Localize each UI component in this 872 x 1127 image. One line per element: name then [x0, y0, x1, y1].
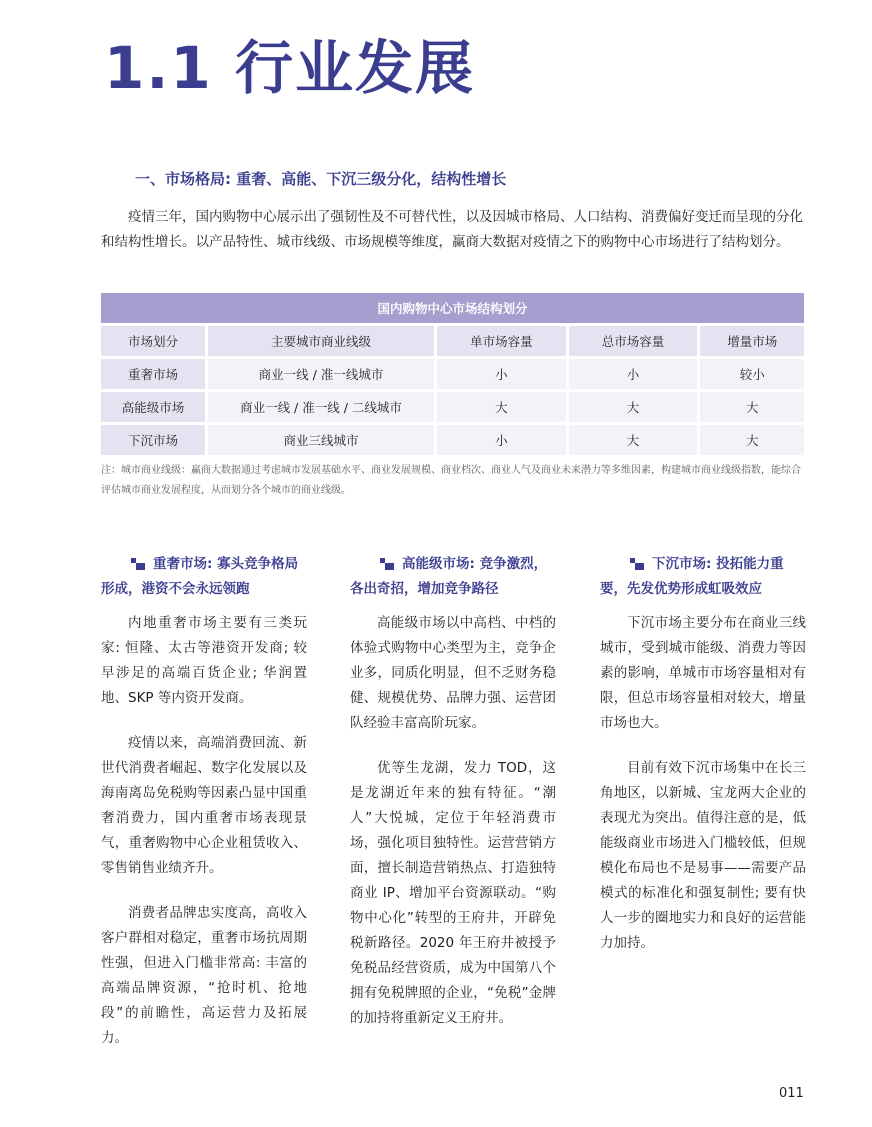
row-label: 下沉市场 — [101, 425, 205, 458]
row-label: 高能级市场 — [101, 392, 205, 425]
page-number: 011 — [779, 1086, 804, 1101]
table-note: 注：城市商业线级：赢商大数据通过考虑城市发展基础水平、商业发展规模、商业档次、商业人气及商业未来潜力等多维因素，构建城市商业线级指数，能综合评估城市商业发展程度，从而划分各个城市的商业线级。 — [101, 465, 801, 496]
column-paragraph: 内地重奢市场主要有三类玩家: 恒隆、太古等港资开发商; 较早涉足的高端百货企业; 华润置地、SKP 等内资开发商。 — [101, 615, 307, 706]
page-title: 1.1 行业发展 — [104, 34, 475, 102]
column-header: 单市场容量 — [434, 326, 566, 359]
column-luxury-market — [101, 552, 307, 1071]
table-cell: 大 — [566, 425, 698, 458]
column-header: 总市场容量 — [566, 326, 698, 359]
table-cell: 大 — [434, 392, 566, 425]
table-caption: 国内购物中心市场结构划分 — [101, 293, 804, 326]
column-paragraph: 下沉市场主要分布在商业三线城市，受到城市能级、消费力等因素的影响，单城市市场容量相对有限，但总市场容量相对较大，增量市场也大。 — [600, 615, 806, 731]
table-cell: 商业三线城市 — [205, 425, 434, 458]
table-row — [101, 392, 804, 425]
table-row — [101, 359, 804, 392]
table-cell: 大 — [566, 392, 698, 425]
table-cell: 商业一线 / 准一线城市 — [205, 359, 434, 392]
column-lower-tier-market — [600, 552, 806, 976]
column-paragraph: 目前有效下沉市场集中在长三角地区，以新城、宝龙两大企业的表现尤为突出。值得注意的是，低能级商业市场进入门槛较低，但规模化布局也不是易事——需要产品模式的标准化和强复制性; 要有快人一步的圈地实力和良好的运营能力加持。 — [600, 760, 806, 951]
row-label: 重奢市场 — [101, 359, 205, 392]
table-cell: 大 — [697, 392, 804, 425]
square-bullet-icon — [131, 558, 145, 570]
table-cell: 小 — [566, 359, 698, 392]
column-heading: 高能级市场: 竞争激烈，各出奇招，增加竞争路径 — [350, 556, 548, 597]
table-cell: 小 — [434, 359, 566, 392]
section-heading: 一、市场格局: 重奢、高能、下沉三级分化，结构性增长 — [135, 170, 507, 188]
table-cell: 小 — [434, 425, 566, 458]
column-header: 增量市场 — [697, 326, 804, 359]
table-cell: 较小 — [697, 359, 804, 392]
intro-paragraph: 疫情三年，国内购物中心展示出了强韧性及不可替代性，以及因城市格局、人口结构、消费偏好变迁而呈现的分化和结构性增长。以产品特性、城市线级、市场规模等维度，赢商大数据对疫情之下的购物中心市场进行了结构划分。 — [101, 209, 803, 250]
market-structure-table — [101, 293, 804, 458]
column-paragraph: 疫情以来，高端消费回流、新世代消费者崛起、数字化发展以及海南离岛免税购等因素凸显中国重奢消费力，国内重奢市场表现景气，重奢购物中心企业租赁收入、零售销售业绩齐升。 — [101, 735, 307, 876]
column-heading: 重奢市场: 寡头竞争格局形成，港资不会永远领跑 — [101, 556, 299, 597]
table-row — [101, 425, 804, 458]
column-paragraph: 高能级市场以中高档、中档的体验式购物中心类型为主，竞争企业多，同质化明显，但不乏财务稳健、规模优势、品牌力强、运营团队经验丰富高阶玩家。 — [350, 615, 556, 731]
column-header: 主要城市商业线级 — [205, 326, 434, 359]
column-high-tier-market — [350, 552, 556, 1051]
column-heading: 下沉市场: 投拓能力重要，先发优势形成虹吸效应 — [600, 556, 784, 597]
column-header: 市场划分 — [101, 326, 205, 359]
column-paragraph: 消费者品牌忠实度高，高收入客户群相对稳定，重奢市场抗周期性强，但进入门槛非常高: 丰富的高端品牌资源，“抢时机、抢地段”的前瞻性，高运营力及拓展力。 — [101, 905, 307, 1046]
table-cell: 大 — [697, 425, 804, 458]
square-bullet-icon — [630, 558, 644, 570]
column-paragraph: 优等生龙湖，发力 TOD，这是龙湖近年来的独有特征。“潮人”大悦城，定位于年轻消费市场，强化项目独特性。运营营销方面，擅长制造营销热点、打造独特商业 IP、增加平台资源联动。“购物中心化”转型的王府井，开辟免税新路径。2020 年王府井被授予免税品经营资质，成为中国第八个拥有免税牌照的企业，“免税”金牌的加持将重新定义王府井。 — [350, 760, 556, 1026]
square-bullet-icon — [380, 558, 394, 570]
table-cell: 商业一线 / 准一线 / 二线城市 — [205, 392, 434, 425]
